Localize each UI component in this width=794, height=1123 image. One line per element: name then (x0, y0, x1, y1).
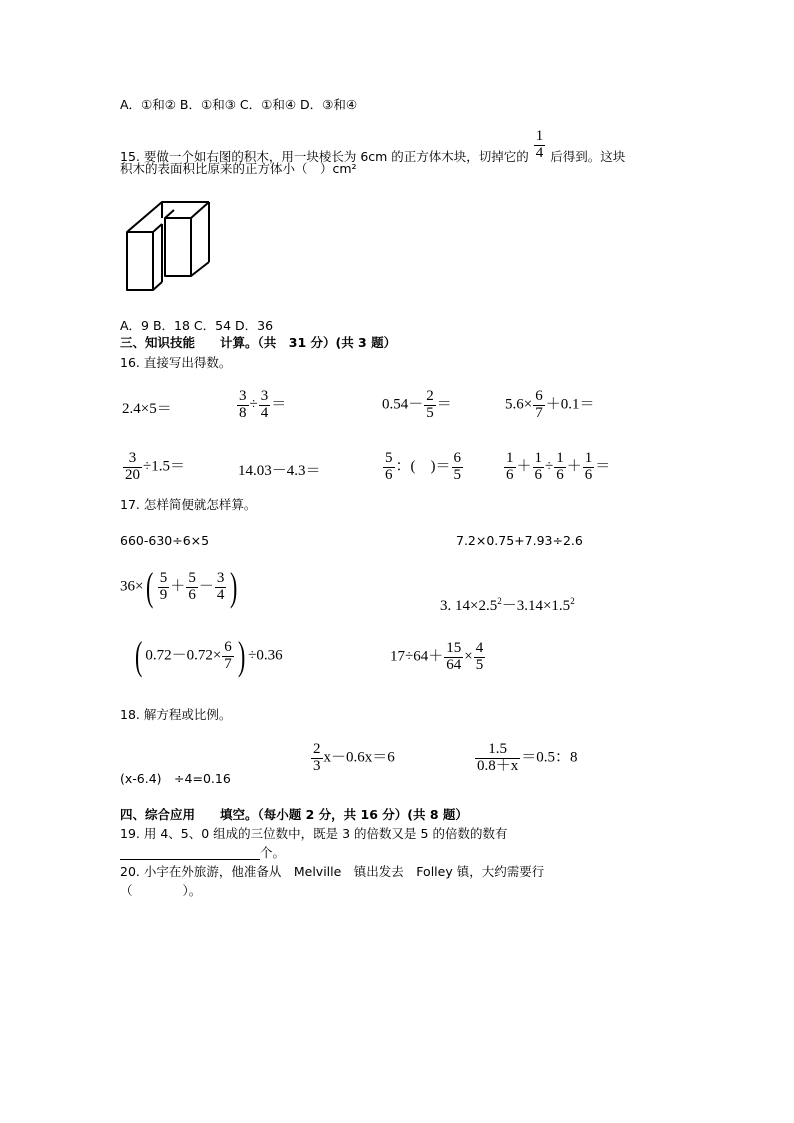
q20-line2: （ ）。 (120, 883, 202, 898)
q16-expr-3: 0.54－ $\frac{2}{5}$ ＝ (382, 388, 452, 421)
q16-expr-4: 5.6× $\frac{6}{7}$ ＋0.1＝ (505, 388, 595, 421)
q16-expr-1: 2.4×5＝ (122, 401, 172, 417)
q17-title: 17. 怎样简便就怎样算。 (120, 497, 257, 512)
q19-line1: 19. 用 4、5、0 组成的三位数中，既是 3 的倍数又是 5 的倍数的数有 (120, 826, 508, 841)
q15-text-after: 后得到。这块 (550, 148, 626, 164)
q18-title: 18. 解方程或比例。 (120, 707, 232, 722)
q15-fraction (534, 129, 546, 162)
q15-text-before: 15. 要做一个如右图的积木，用一块棱长为 6cm 的正方体木块，切掉它的 (120, 148, 529, 164)
q16-expr-7: $\frac{5}{6}$ ：( )＝ $\frac{6}{5}$ (385, 450, 461, 483)
q17-expr-5: ( 0.72－0.72× $\frac{6}{7}$ ) ÷0.36 (134, 633, 283, 678)
q20-line1: 20. 小宇在外旅游，他准备从 Melville 镇出发去 Folley 镇，大约需要行 (120, 864, 545, 879)
q18-expr-3: $\frac{1.5}{0.8+x}$ ＝0.5：8 (477, 741, 578, 774)
q16-expr-2: $\frac{3}{8}$ ÷ $\frac{3}{4}$ ＝ (239, 388, 287, 421)
q19-tail: 个。 (260, 845, 286, 860)
q16-title: 16. 直接写出得数。 (120, 355, 232, 370)
q15-frac-den: 4 (535, 144, 544, 161)
q15-options: A．9 B．18 C．54 D．36 (120, 318, 274, 333)
q16-expr-5: $\frac{3}{20}$ ÷1.5＝ (125, 450, 185, 483)
q19-answer-blank[interactable] (120, 847, 260, 860)
q17-expr-4: 3. $14\times 2.5^2-3.14\times 1.5^2$ (440, 596, 575, 614)
q15-line2: 积木的表面积比原来的正方体小（ ）cm² (120, 161, 357, 176)
q17-expr-1: 660-630÷6×5 (120, 533, 210, 548)
q17-expr-6: 17÷64＋ $\frac{15}{64}$ × $\frac{4}{5}$ (390, 640, 484, 673)
q18-expr-2: $\frac{2}{3}$ x－0.6x＝6 (313, 741, 395, 774)
q19-line2 (120, 845, 285, 860)
q16-expr-6: 14.03－4.3＝ (238, 463, 321, 479)
section4-heading: 四、综合应用 填空。（每小题 2 分，共 16 分）(共 8 题） (120, 807, 468, 822)
block-figure (118, 196, 218, 296)
q16-expr-8: $\frac{1}{6}$ ＋ $\frac{1}{6}$ ÷ $\frac{1}{6}$ ＋ $\frac{1}{6}$ ＝ (506, 450, 611, 483)
q14-options: A．①和② B．①和③ C．①和④ D．③和④ (120, 97, 358, 112)
q18-expr-1: (x-6.4) ÷4=0.16 (120, 771, 231, 786)
q17-expr-3: 36×( $\frac{5}{9}$ ＋ $\frac{5}{6}$ － $\frac{3}{4}$ ) (120, 564, 238, 609)
q15-frac-num: 1 (535, 128, 544, 144)
section3-heading: 三、知识技能 计算。（共 31 分）(共 3 题） (120, 335, 397, 350)
q17-expr-2: 7.2×0.75+7.93÷2.6 (456, 533, 583, 548)
